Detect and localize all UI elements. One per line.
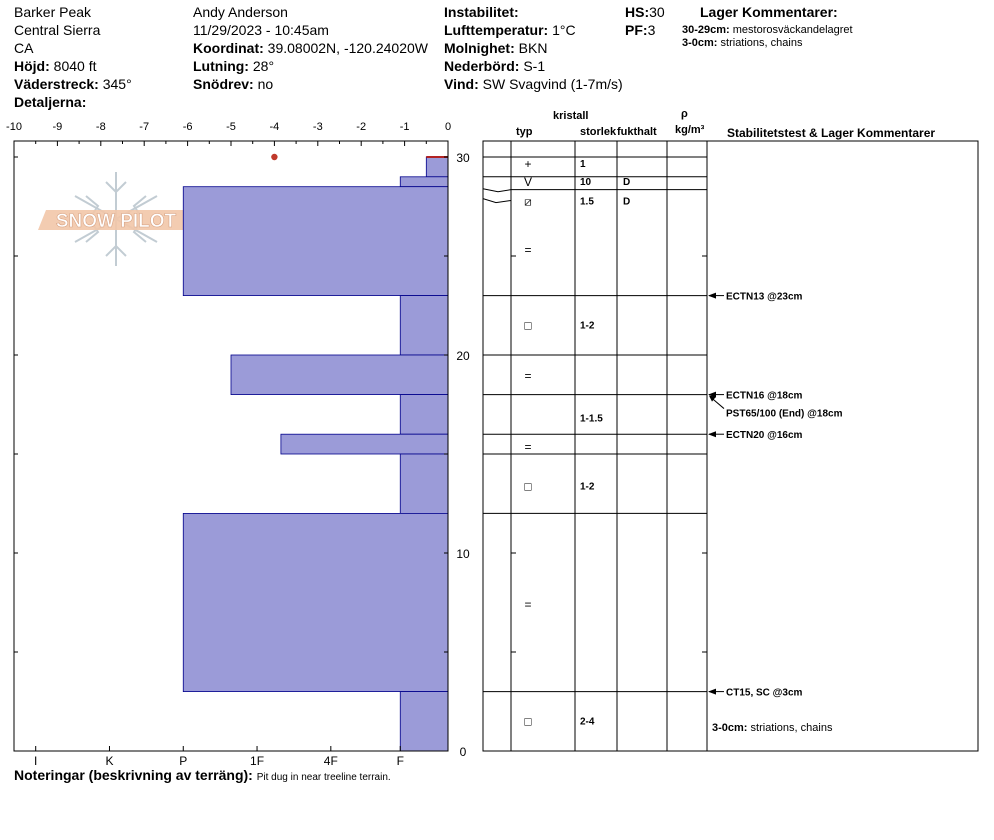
- temp-tick-label: -1: [399, 121, 410, 133]
- depth-tick-label: 20: [456, 349, 470, 363]
- temp-tick-label: -6: [182, 121, 193, 133]
- test-arrow-icon: [708, 689, 716, 695]
- hardness-bar-7: [400, 454, 448, 513]
- slope-value: 28°: [252, 58, 275, 74]
- col-stability: Stabilitetstest & Lager Kommentarer: [727, 126, 936, 140]
- moisture-value: D: [623, 176, 631, 188]
- depth-tick-label: 10: [456, 547, 470, 561]
- temp-tick-label: -3: [312, 121, 323, 133]
- bottom-comment-text: striations, chains: [750, 722, 833, 734]
- hardness-tick-label: P: [179, 754, 188, 768]
- grid-connector: [483, 199, 511, 203]
- stability-test-label: ECTN13 @23cm: [726, 291, 803, 303]
- hardness-bar-3: [400, 296, 448, 355]
- crystal-size: 2-4: [580, 716, 595, 728]
- notes: [14, 767, 391, 784]
- bottom-layer-comment: [712, 722, 833, 734]
- comment1-range: 30-29cm:: [682, 24, 730, 36]
- hardness-bars: [183, 157, 448, 751]
- test-arrow-icon: [708, 431, 716, 437]
- layer-grid-cells: [524, 157, 630, 728]
- comment1-text: mestorosväckandelagret: [732, 24, 853, 36]
- col-type: typ: [516, 126, 533, 138]
- coord-value: 39.08002N, -120.24020W: [267, 40, 428, 56]
- hardness-tick-label: F: [396, 754, 404, 768]
- precip-value: S-1: [523, 58, 546, 74]
- crystal-type-symbol: V: [523, 174, 533, 189]
- temp-tick-label: -7: [139, 121, 150, 133]
- col-crystal: kristall: [553, 110, 589, 122]
- state: CA: [14, 40, 34, 56]
- crystal-size: 1-2: [580, 320, 595, 332]
- sky-value: BKN: [518, 40, 548, 56]
- depth-tick-label: 0: [459, 745, 467, 759]
- test-arrow-icon: [708, 293, 716, 299]
- crystal-type-symbol: ⧄: [524, 194, 532, 209]
- range: Central Sierra: [14, 22, 101, 38]
- crystal-size: 1: [580, 158, 586, 170]
- details-label: Detaljerna:: [14, 94, 87, 110]
- depth-tick-label: 30: [456, 151, 470, 165]
- logo-text: SNOW PILOT: [55, 211, 177, 232]
- airtemp-value: 1°C: [552, 22, 576, 38]
- hardness-bar-9: [400, 692, 448, 751]
- crystal-type-symbol: □: [524, 479, 532, 494]
- col-size: storlek: [580, 126, 616, 138]
- temp-tick-label: 0: [444, 121, 452, 133]
- datetime: 11/29/2023 - 10:45am: [193, 22, 329, 38]
- hardness-bar-0: [426, 157, 448, 177]
- precip-label: Nederbörd:: [444, 58, 520, 74]
- aspect-value: 345°: [102, 76, 132, 92]
- temp-tick-label: -8: [95, 121, 106, 133]
- comment2-range: 3-0cm:: [682, 37, 718, 49]
- pf-label: PF:: [625, 22, 648, 38]
- grid-connector: [483, 189, 511, 192]
- crystal-size: 10: [580, 176, 592, 188]
- crystal-type-symbol: □: [524, 714, 532, 729]
- stability-test-label: ECTN16 @18cm: [726, 390, 803, 402]
- temperature-axis: [6, 121, 451, 146]
- stability-test-label: CT15, SC @3cm: [726, 687, 803, 699]
- observer: Andy Anderson: [193, 4, 288, 20]
- hardness-tick-label: K: [105, 754, 114, 768]
- notes-label: Noteringar (beskrivning av terräng):: [14, 767, 253, 783]
- crystal-type-symbol: =: [524, 368, 532, 383]
- crystal-type-symbol: +: [524, 156, 532, 171]
- elevation-value: 8040 ft: [53, 58, 97, 74]
- hs-label: HS:: [625, 4, 650, 20]
- hardness-tick-label: I: [34, 754, 38, 768]
- aspect-label: Väderstreck:: [14, 76, 99, 92]
- col-rho: ρ: [681, 108, 688, 120]
- hardness-bar-6: [281, 434, 448, 454]
- moisture-value: D: [623, 196, 631, 208]
- wind-label: Vind:: [444, 76, 479, 92]
- temp-tick-label: -2: [356, 121, 367, 133]
- coord-label: Koordinat:: [193, 40, 264, 56]
- bottom-comment-range: 3-0cm:: [712, 722, 748, 734]
- crystal-type-symbol: □: [524, 318, 532, 333]
- location: Barker Peak: [14, 4, 92, 20]
- hardness-bar-2: [183, 187, 448, 296]
- crystal-type-symbol: =: [524, 440, 532, 455]
- stability-test-label: PST65/100 (End) @18cm: [726, 408, 843, 420]
- temp-tick-label: -9: [52, 121, 63, 133]
- col-moisture: fukthalt: [617, 126, 657, 138]
- crystal-type-symbol: =: [524, 243, 532, 258]
- wind-value: SW Svagvind (1-7m/s): [482, 76, 623, 92]
- stability-tests: [708, 292, 843, 699]
- pf-value: 3: [647, 22, 656, 38]
- temperature-point: [271, 154, 277, 160]
- hs-value: 30: [649, 4, 665, 20]
- crystal-size: 1-1.5: [580, 413, 603, 425]
- hardness-bar-5: [400, 395, 448, 435]
- sky-label: Molnighet:: [444, 40, 515, 56]
- comment2-text: striations, chains: [720, 37, 803, 49]
- temperature-profile: [271, 154, 277, 160]
- crystal-size: 1.5: [580, 196, 594, 208]
- crystal-size: 1-2: [580, 481, 595, 493]
- hardness-tick-label: 1F: [250, 754, 265, 768]
- notes-text: Pit dug in near treeline terrain.: [256, 772, 391, 783]
- stability-test-label: ECTN20 @16cm: [726, 430, 803, 442]
- drift-value: no: [257, 76, 274, 92]
- col-density-unit: kg/m³: [675, 124, 705, 136]
- hardness-bar-8: [183, 513, 448, 691]
- elevation-label: Höjd:: [14, 58, 50, 74]
- hardness-tick-label: 4F: [323, 754, 338, 768]
- layer-grid: [483, 141, 978, 751]
- logo-banner: [38, 210, 195, 232]
- hardness-axis: [34, 746, 404, 768]
- hardness-bar-1: [400, 177, 448, 187]
- hardness-bar-4: [231, 355, 448, 395]
- instability-label: Instabilitet:: [444, 4, 519, 20]
- layer-grid-frame: [483, 141, 978, 751]
- temp-tick-label: -4: [269, 121, 280, 133]
- slope-label: Lutning:: [193, 58, 249, 74]
- drift-label: Snödrev:: [193, 76, 254, 92]
- airtemp-label: Lufttemperatur:: [444, 22, 549, 38]
- crystal-type-symbol: =: [524, 597, 532, 612]
- temp-tick-label: -5: [226, 121, 236, 133]
- temp-tick-label: -10: [6, 121, 22, 133]
- layer-comments-title: Lager Kommentarer:: [700, 4, 838, 20]
